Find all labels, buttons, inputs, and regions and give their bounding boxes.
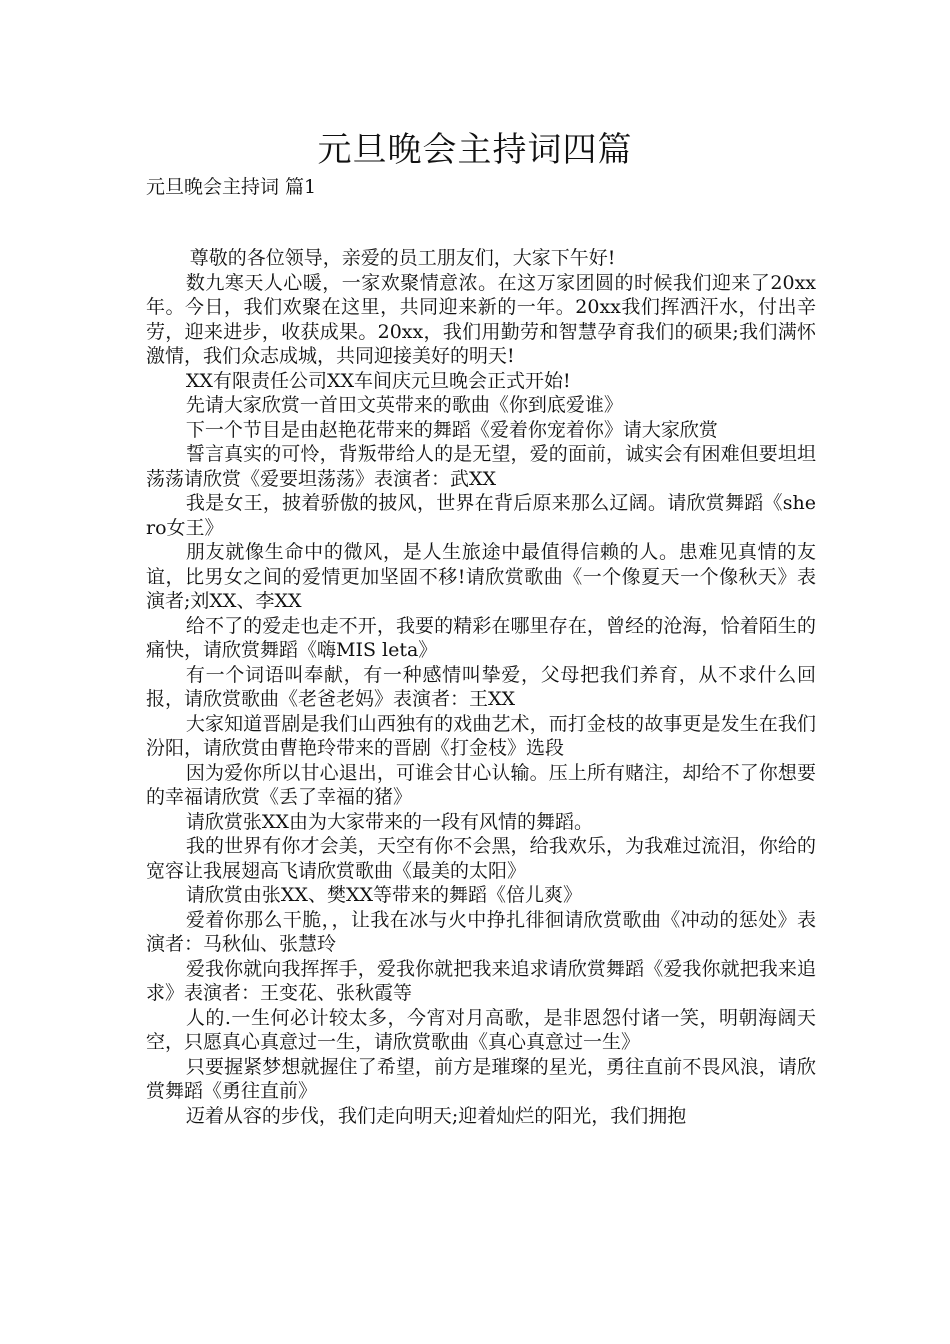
- paragraph: XX有限责任公司XX车间庆元旦晚会正式开始!: [185, 369, 571, 392]
- paragraph: 请欣赏张XX由为大家带来的一段有风情的舞蹈。: [185, 810, 593, 833]
- paragraph: 因为爱你所以甘心退出，可谁会甘心认输。压上所有赌注，却给不了你想要的幸福请欣赏《丢了幸福的猪》: [146, 761, 816, 808]
- paragraph: 有一个词语叫奉献，有一种感情叫挚爱，父母把我们养育，从不求什么回报，请欣赏歌曲《老爸老妈》表演者：王XX: [146, 663, 816, 710]
- paragraph: 爱着你那么干脆，，让我在冰与火中挣扎徘徊请欣赏歌曲《冲动的惩处》表演者：马秋仙、张慧玲: [146, 908, 816, 955]
- paragraph: 数九寒天人心暖，一家欢聚情意浓。在这万家团圆的时候我们迎来了20xx年。今日，我们欢聚在这里，共同迎来新的一年。20xx我们挥洒汗水，付出辛劳，迎来进步，收获成果。20xx，我们用勤劳和智慧孕育我们的硕果;我们满怀激情，我们众志成城，共同迎接美好的明天!: [146, 271, 816, 367]
- document-title: 元旦晚会主持词四篇: [317, 130, 633, 170]
- paragraph: 给不了的爱走也走不开，我要的精彩在哪里存在，曾经的沧海，恰着陌生的痛快，请欣赏舞蹈《嗨MIS leta》: [146, 614, 816, 661]
- paragraph: 大家知道晋剧是我们山西独有的戏曲艺术，而打金枝的故事更是发生在我们汾阳，请欣赏由曹艳玲带来的晋剧《打金枝》选段: [146, 712, 816, 759]
- paragraph: 先请大家欣赏一首田文英带来的歌曲《你到底爱谁》: [185, 394, 623, 416]
- paragraph: 人的.一生何必计较太多，今宵对月高歌，是非恩怨付诸一笑，明朝海阔天空，只愿真心真意过一生，请欣赏歌曲《真心真意过一生》: [146, 1006, 816, 1053]
- paragraph: 我的世界有你才会美，天空有你不会黑，给我欢乐，为我难过流泪，你给的宽容让我展翅高飞请欣赏歌曲《最美的太阳》: [146, 835, 816, 882]
- paragraph: 爱我你就向我挥挥手，爱我你就把我来追求请欣赏舞蹈《爱我你就把我来追求》表演者：王变花、张秋霞等: [146, 957, 816, 1004]
- paragraph: 下一个节目是由赵艳花带来的舞蹈《爱着你宠着你》请大家欣赏: [185, 418, 718, 441]
- section-heading: 元旦晚会主持词 篇1: [146, 176, 317, 198]
- paragraph: 朋友就像生命中的微风，是人生旅途中最值得信赖的人。患难见真情的友谊，比男女之间的爱情更加坚固不移!请欣赏歌曲《一个像夏天一个像秋天》表演者;刘XX、李XX: [146, 541, 816, 612]
- document-body: [146, 246, 816, 1128]
- paragraph: 誓言真实的可怜，背叛带给人的是无望，爱的面前，诚实会有困难但要坦坦荡荡请欣赏《爱要坦荡荡》表演者：武XX: [146, 443, 816, 490]
- paragraph: 我是女王，披着骄傲的披风，世界在背后原来那么辽阔。请欣赏舞蹈《shero女王》: [146, 492, 816, 539]
- paragraph: 请欣赏由张XX、樊XX等带来的舞蹈《倍儿爽》: [185, 884, 582, 906]
- paragraph: 迈着从容的步伐，我们走向明天;迎着灿烂的阳光，我们拥抱: [185, 1104, 687, 1127]
- paragraph: 只要握紧梦想就握住了希望，前方是璀璨的星光，勇往直前不畏风浪，请欣赏舞蹈《勇往直前》: [146, 1055, 816, 1102]
- paragraph: 尊敬的各位领导，亲爱的员工朋友们，大家下午好!: [189, 247, 616, 269]
